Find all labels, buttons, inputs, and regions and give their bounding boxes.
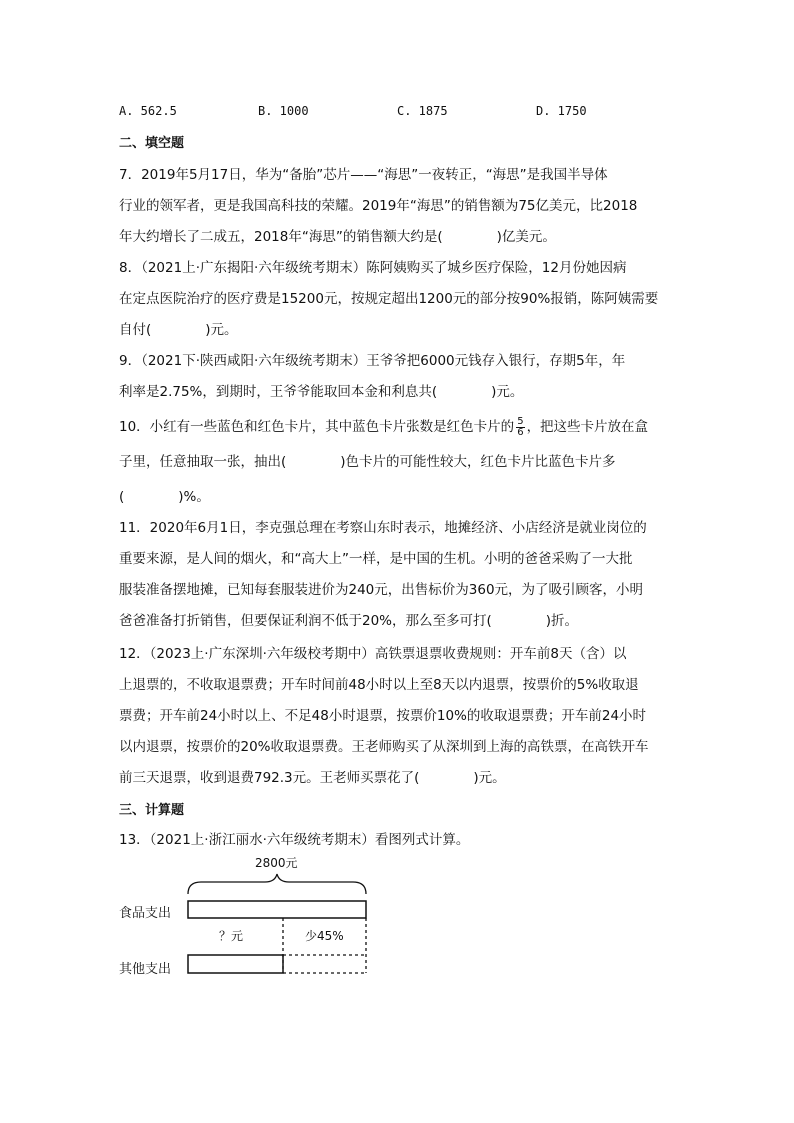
choice-a[interactable]: A. 562.5	[119, 104, 177, 118]
question-9-line: 9．（2021下·陕西咸阳·六年级统考期末）王爷爷把6000元钱存入银行，存期5年，年	[119, 353, 626, 369]
question-7-line: 行业的领军者，更是我国高科技的荣耀。2019年“海思”的销售额为75亿美元，比2018	[119, 198, 638, 214]
other-label: 其他支出	[119, 962, 172, 977]
question-11-line: 重要来源，是人间的烟火，和“高大上”一样，是中国的生机。小明的爸爸采购了一大批	[119, 551, 633, 567]
question-10-line: 子里，任意抽取一张，抽出( )色卡片的可能性较大，红色卡片比蓝色卡片多	[119, 454, 616, 470]
choice-c[interactable]: C. 1875	[397, 104, 448, 118]
question-11-line: 爸爸准备打折销售，但要保证利润不低于20%，那么至多可打( )折。	[119, 613, 579, 629]
choice-d[interactable]: D. 1750	[536, 104, 587, 118]
question-10-line: ( )%。	[119, 489, 210, 505]
choice-b[interactable]: B. 1000	[258, 104, 309, 118]
fraction-five-sixths	[516, 417, 524, 438]
question-9-line: 利率是2.75%，到期时，王爷爷能取回本金和利息共( )元。	[119, 384, 524, 400]
question-8	[119, 253, 689, 346]
line-segment-diagram	[119, 850, 379, 990]
question-12-line: 上退票的，不收取退票费；开车时间前48小时以上至8天以内退票，按票价的5%收取退	[119, 677, 639, 693]
question-8-line: 自付( )元。	[119, 322, 238, 338]
section-heading-fill-in: 二、填空题	[119, 136, 185, 151]
question-12	[119, 639, 689, 794]
question-12-line: 以内退票，按票价的20%收取退票费。王老师购买了从深圳到上海的高铁票，在高铁开车	[119, 739, 649, 755]
question-11-line: 服装准备摆地摊，已知每套服装进价为240元，出售标价为360元，为了吸引顾客，小明	[119, 582, 644, 598]
question-11	[119, 513, 689, 637]
question-10	[119, 410, 689, 515]
question-7-line: 年大约增长了二成五，2018年“海思”的销售额大约是( )亿美元。	[119, 229, 556, 245]
fraction-numerator: 5	[517, 415, 524, 427]
diagram-brace	[188, 874, 366, 894]
unknown-amount-label: ？元	[219, 929, 244, 943]
question-12-line: 12．（2023上·广东深圳·六年级校考期中）高铁票退票收费规则：开车前8天（含）以	[119, 646, 627, 662]
food-bar	[188, 901, 366, 918]
question-8-line: 8．（2021上·广东揭阳·六年级统考期末）陈阿姨购买了城乡医疗保险，12月份她因病	[119, 260, 627, 276]
question-13-line: 13．（2021上·浙江丽水·六年级统考期末）看图列式计算。	[119, 832, 470, 848]
fraction-denominator: 6	[517, 426, 524, 438]
section-heading-calculation: 三、计算题	[119, 803, 185, 818]
diagram-total-label: 2800元	[255, 856, 298, 870]
question-7-line: 7．2019年5月17日，华为“备胎”芯片——“海思”一夜转正，“海思”是我国半导体	[119, 167, 608, 183]
question-9	[119, 346, 689, 408]
question-12-line: 前三天退票，收到退费792.3元。王老师买票花了( )元。	[119, 770, 506, 786]
answer-choices	[119, 104, 719, 124]
question-10-line	[119, 410, 689, 445]
question-12-line: 票费；开车前24小时以上、不足48小时退票，按票价10%的收取退票费；开车前24小时	[119, 708, 647, 724]
question-8-line: 在定点医院治疗的医疗费是15200元，按规定超出1200元的部分按90%报销，陈阿姨需要	[119, 291, 659, 307]
question-11-line: 11．2020年6月1日，李克强总理在考察山东时表示，地摊经济、小店经济是就业岗位的	[119, 520, 647, 536]
food-label: 食品支出	[119, 906, 172, 921]
question-7	[119, 160, 689, 253]
question-10-text: ，把这些卡片放在盒	[526, 419, 649, 435]
question-10-text: 10．小红有一些蓝色和红色卡片，其中蓝色卡片张数是红色卡片的	[119, 419, 515, 435]
less-percent-label: 少45%	[305, 929, 344, 943]
other-bar	[188, 955, 283, 973]
